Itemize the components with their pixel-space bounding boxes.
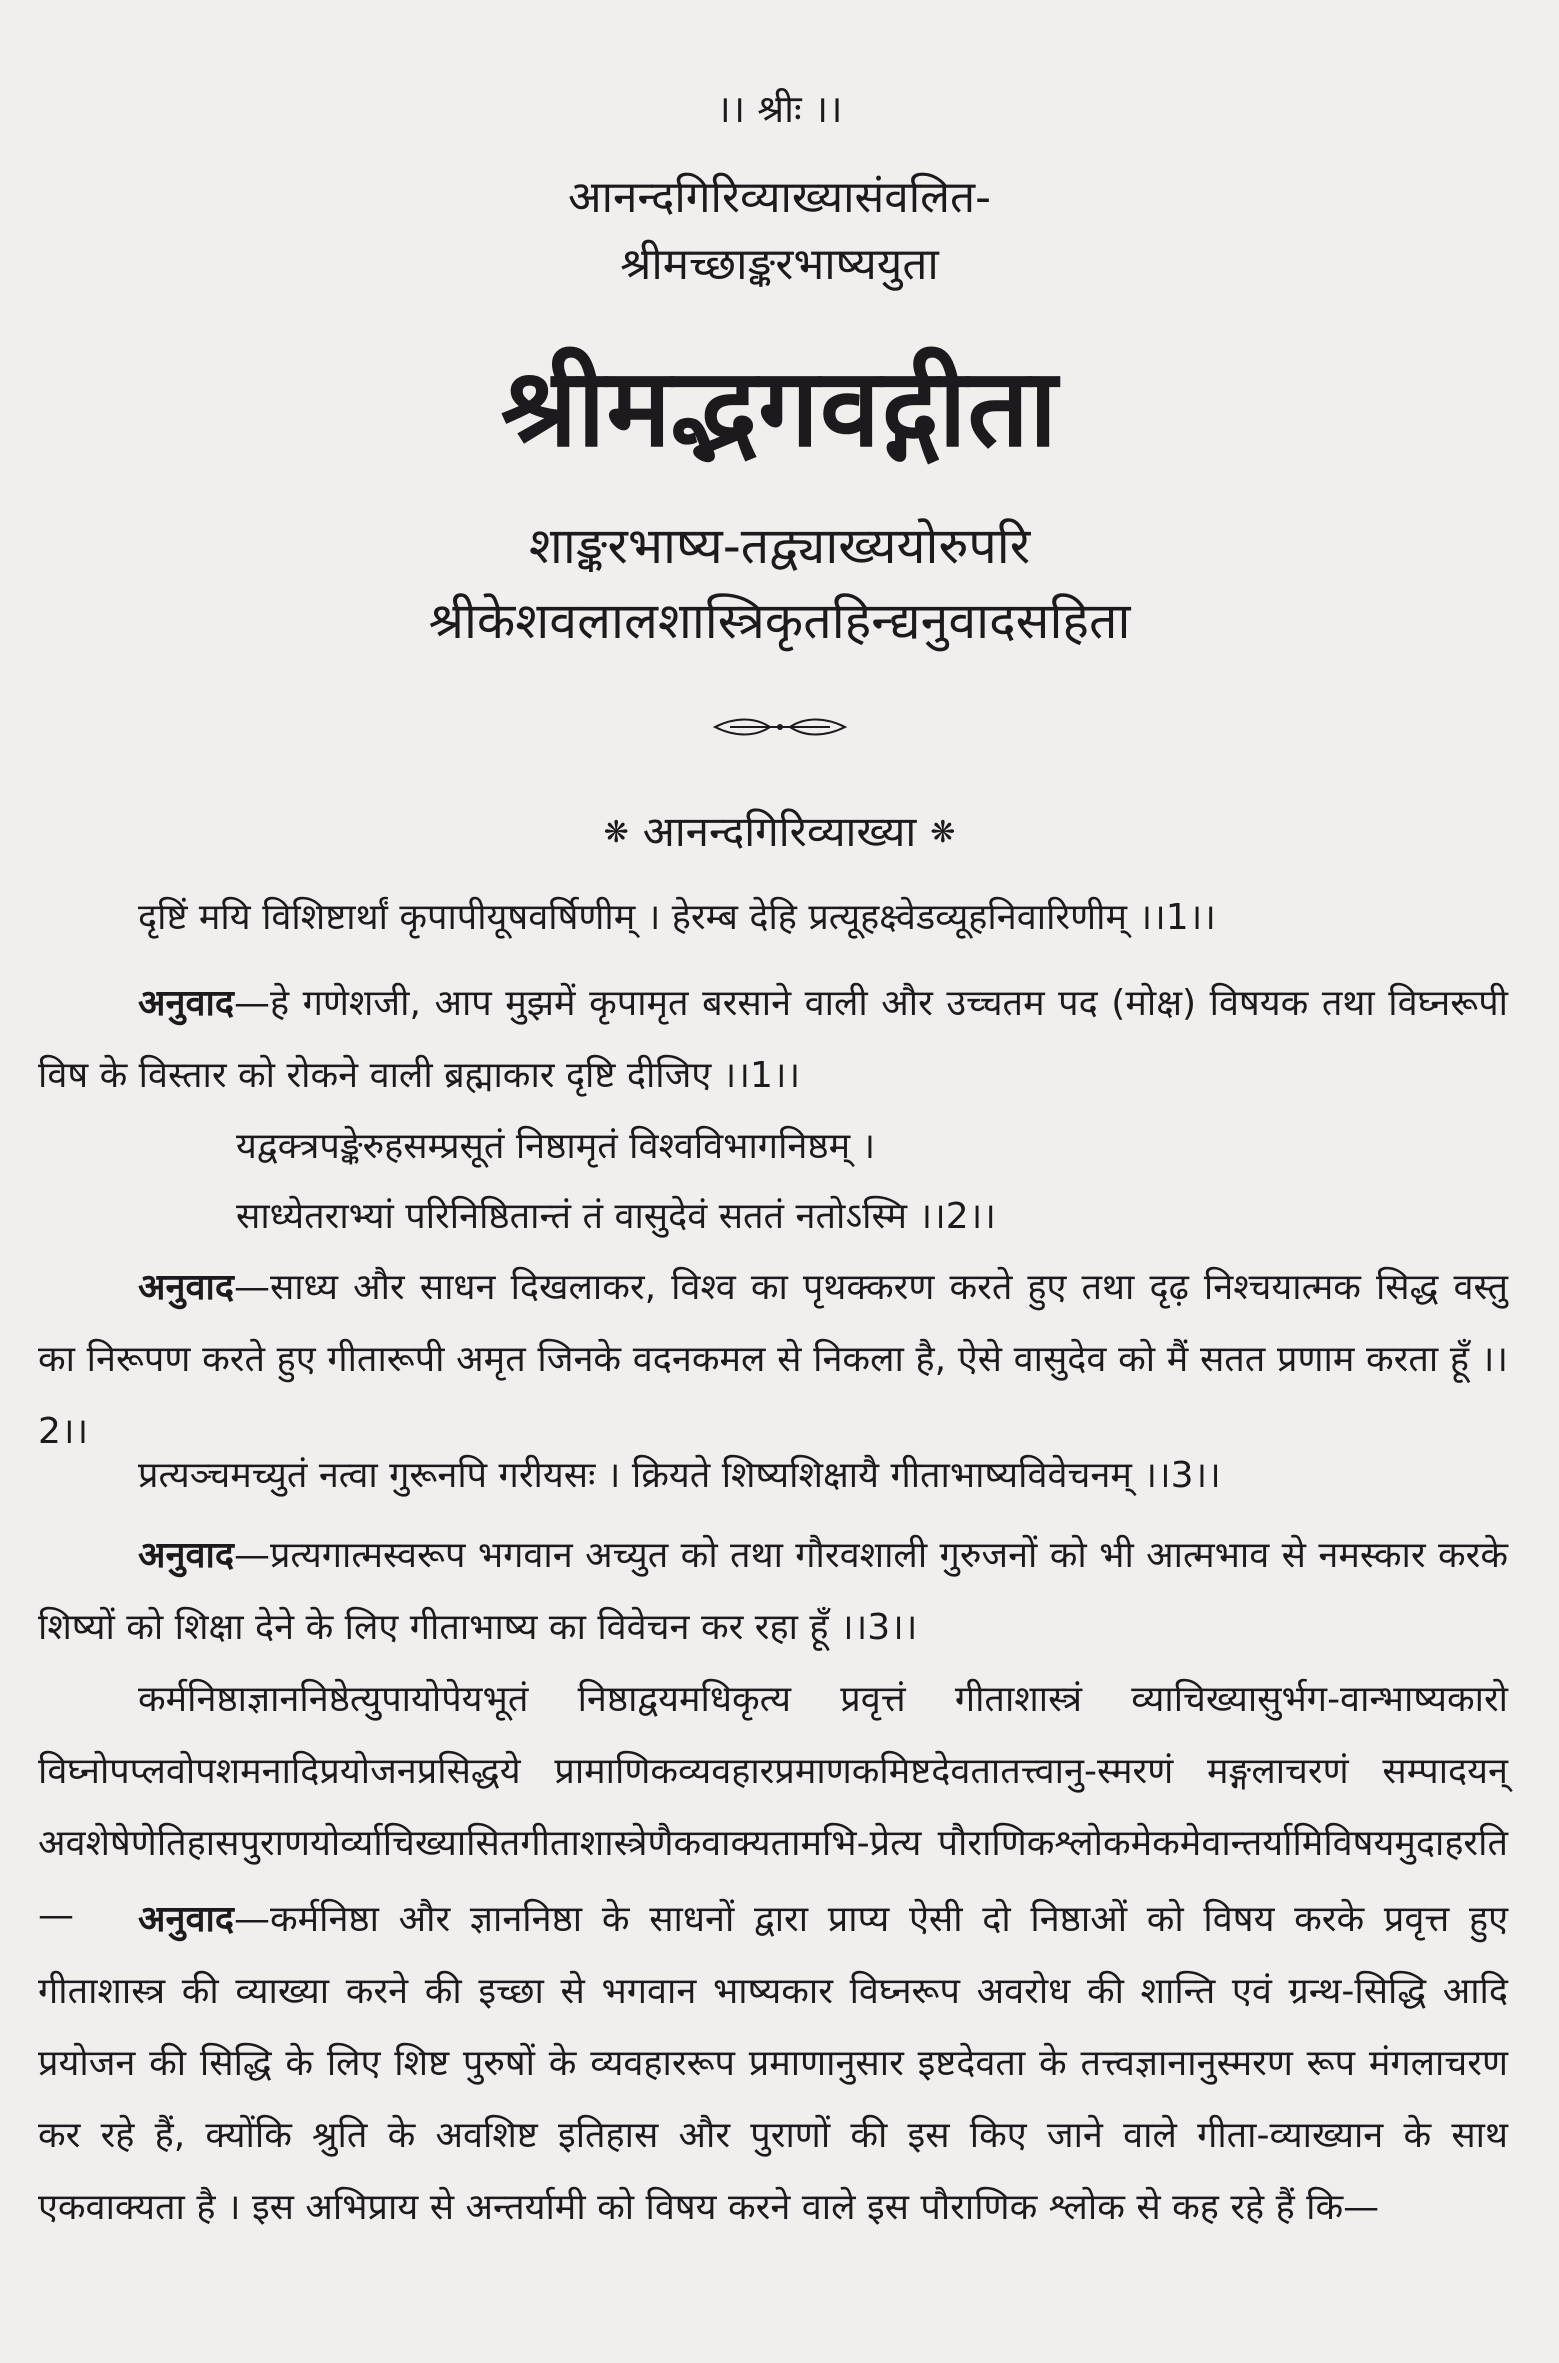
translation-2 [38,1252,1508,1468]
dash: — [233,1535,270,1576]
translation-3-text: प्रत्यगात्मस्वरूप भगवान अच्युत को तथा गौरवशाली गुरुजनों को भी आत्मभाव से नमस्कार करके शिष्यों को शिक्षा देने के लिए गीताभाष्य का विवेचन कर रहा हूँ ।।3।। [38,1535,1508,1648]
subtitle-line-1: आनन्दगिरिव्याख्यासंवलित- [568,172,991,223]
star-icon: ❋ [603,815,629,850]
subtitle-line-3: शाङ्करभाष्य-तद्व्याख्ययोरुपरि [528,517,1031,575]
dash: — [233,1267,270,1308]
translation-1-text: हे गणेशजी, आप मुझमें कृपामृत बरसाने वाली और उच्चतम पद (मोक्ष) विषयक तथा विघ्नरूपी विष के विस्तार को रोकने वाली ब्रह्माकार दृष्टि दीजिए ।।1।। [38,983,1508,1096]
verse-2 [236,1112,1436,1252]
section-heading-text: आनन्दगिरिव्याख्या [642,807,917,856]
verse-3 [38,1440,1508,1512]
verse-2-line-2: साध्येतराभ्यां परिनिष्ठितान्तं तं वासुदेवं सततं नतोऽस्मि ।।2।। [236,1196,996,1237]
verse-3-text: प्रत्यञ्चमच्युतं नत्वा गुरूनपि गरीयसः । क्रियते शिष्यशिक्षायै गीताभाष्यविवेचनम् ।।3।। [138,1455,1221,1496]
subtitle-line-4: श्रीकेशवलालशास्त्रिकृतहिन्द्यनुवादसहिता [428,592,1131,650]
star-icon: ❋ [930,815,956,850]
verse-1-text: दृष्टिं मयि विशिष्टार्थां कृपापीयूषवर्षिणीम् । हेरम्ब देहि प्रत्यूहक्ष्वेडव्यूहनिवारिणीम् ।।1।। [138,897,1216,938]
ornament-icon [710,712,850,742]
ornament-divider [0,712,1559,752]
dash: — [233,983,270,1024]
translation-2-text: साध्य और साधन दिखलाकर, विश्व का पृथक्करण करते हुए तथा दृढ़ निश्चयात्मक सिद्ध वस्तु का निरूपण करते हुए गीतारूपी अमृत जिनके वदनकमल से निकला है, ऐसे वासुदेव को मैं सतत प्रणाम करता हूँ ।।2।। [38,1267,1508,1452]
anuvad-label: अनुवाद [138,983,234,1024]
translation-3 [38,1520,1508,1664]
subtitle-line-2: श्रीमच्छाङ्करभाष्ययुता [620,239,939,290]
translation-1 [38,968,1508,1112]
translation-4-text: कर्मनिष्ठा और ज्ञाननिष्ठा के साधनों द्वारा प्राप्य ऐसी दो निष्ठाओं को विषय करके प्रवृत्त हुए गीताशास्त्र की व्याख्या करने की इच्छा से भगवान भाष्यकार विघ्नरूप अवरोध की शान्ति एवं ग्रन्थ-सिद्धि आदि प्रयोजन की सिद्धि के लिए शिष्ट पुरुषों के व्यवहाररूप प्रमाणानुसार इष्टदेवता के तत्त्वज्ञानानुस्मरण रूप मंगलाचरण कर रहे हैं, क्योंकि श्रुति के अवशिष्ट इतिहास और पुराणों की इस किए जाने वाले गीता-व्याख्यान के साथ एकवाक्यता है । इस अभिप्राय से अन्तर्यामी को विषय करने वाले इस पौराणिक श्लोक से कह रहे हैं कि— [38,1899,1508,2228]
verse-1 [38,882,1508,954]
invocation: ।। श्रीः ।। [716,87,843,131]
verse-2-line-1: यद्वक्त्रपङ्केरुहसम्प्रसूतं निष्ठामृतं विश्वविभागनिष्ठम् । [236,1126,876,1167]
anuvad-label: अनुवाद [138,1899,234,1940]
anuvad-label: अनुवाद [138,1267,234,1308]
section-heading [0,802,1559,859]
dash: — [233,1899,270,1940]
anuvad-label: अनुवाद [138,1535,234,1576]
commentary-text: कर्मनिष्ठाज्ञाननिष्ठेत्युपायोपेयभूतं निष्ठाद्वयमधिकृत्य प्रवृत्तं गीताशास्त्रं व्याचिख्यासुर्भग-वान्भाष्यकारो विघ्नोपप्लवोपशमनादिप्रयोजनप्रसिद्धये प्रामाणिकव्यवहारप्रमाणकमिष्टदेवतातत्त्वानु-स्मरणं मङ्गलाचरणं सम्पादयन् अवशेषेणेतिहासपुराणयोर्व्याचिख्यासितगीताशास्त्रेणैकवाक्यतामभि-प्रेत्य पौराणिकश्लोकमेकमेवान्तर्यामिविषयमुदाहरति— [38,1679,1508,1936]
page-title: श्रीमद्भगवद्गीता [500,346,1059,471]
translation-4 [38,1884,1508,2244]
